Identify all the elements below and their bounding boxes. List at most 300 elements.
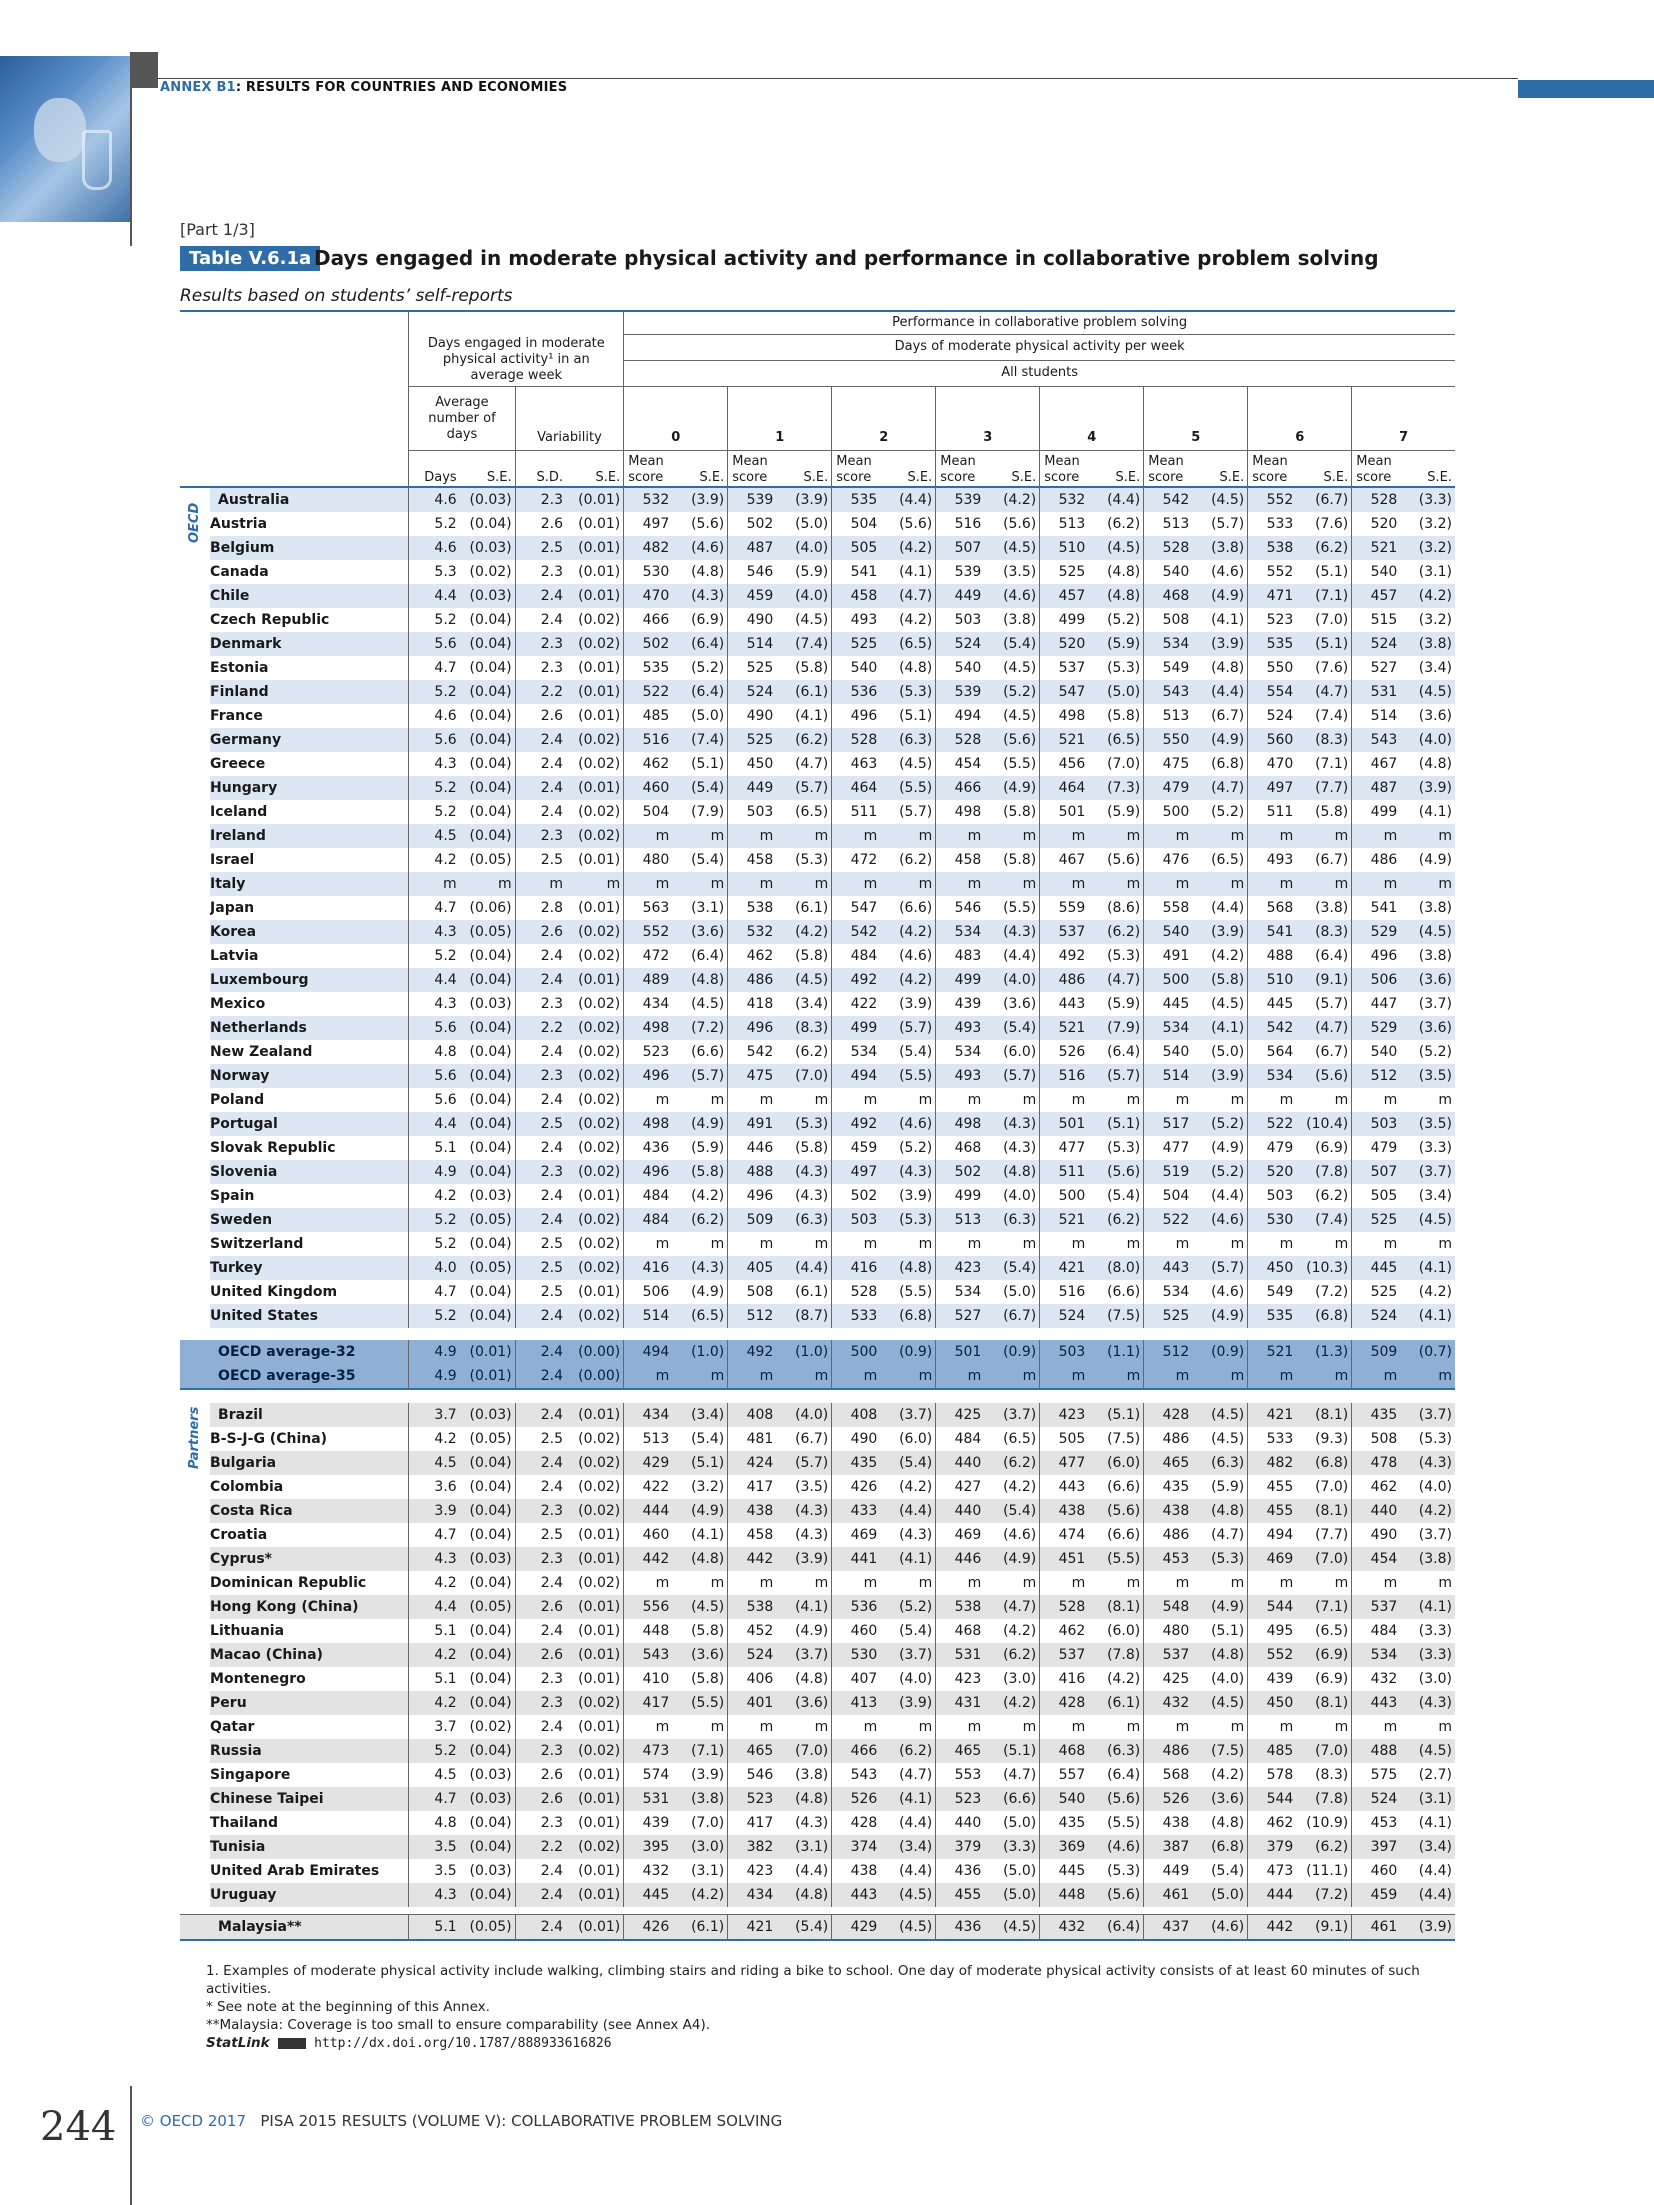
cell-value: (6.0): [1003, 1043, 1037, 1060]
table-row: [180, 776, 1455, 800]
cell-value: (4.4): [899, 1862, 933, 1879]
cell-value: (7.7): [1315, 779, 1349, 796]
cell-value: 441: [832, 1547, 881, 1571]
cell-value: (4.3): [1418, 1694, 1452, 1711]
cell-value: 507: [1352, 1160, 1401, 1184]
cell-value: (5.9): [1107, 995, 1141, 1012]
table-row: [180, 1915, 1455, 1941]
cell-value: m: [1230, 1718, 1245, 1735]
header-blue-bar: [1518, 80, 1654, 98]
table-row: [180, 1643, 1455, 1667]
cell-value: (0.04): [469, 1622, 512, 1639]
country-name: Hungary: [210, 779, 278, 796]
cell-value: (0.02): [578, 1478, 621, 1495]
cell-value: 506: [624, 1280, 673, 1304]
cell-value: 529: [1352, 920, 1401, 944]
cell-value: 503: [728, 800, 777, 824]
cell-value: (5.5): [899, 1283, 933, 1300]
cell-value: 494: [936, 704, 985, 728]
country-name: Finland: [210, 683, 269, 700]
cell-value: (5.2): [1211, 1163, 1245, 1180]
cell-value: 451: [1040, 1547, 1089, 1571]
cell-value: 2.2: [515, 1016, 566, 1040]
cell-value: (0.02): [578, 1163, 621, 1180]
cell-value: 472: [624, 944, 673, 968]
cell-value: (5.3): [1211, 1550, 1245, 1567]
cell-value: (4.8): [1211, 1502, 1245, 1519]
cell-value: 486: [1352, 848, 1401, 872]
country-name: Italy: [210, 875, 246, 892]
cell-value: 538: [728, 1595, 777, 1619]
cell-value: 503: [936, 608, 985, 632]
cell-value: 535: [1248, 1304, 1297, 1328]
cell-value: (6.2): [1315, 1838, 1349, 1855]
cell-value: (4.1): [899, 1790, 933, 1807]
cell-value: (4.0): [1003, 1187, 1037, 1204]
cell-value: 5.2: [409, 1739, 460, 1763]
cell-value: 534: [936, 920, 985, 944]
cell-value: (0.02): [578, 1235, 621, 1252]
cell-value: m: [1248, 824, 1297, 848]
cell-value: (0.01): [578, 899, 621, 916]
table-row: [180, 680, 1455, 704]
cell-value: 417: [728, 1811, 777, 1835]
cell-value: 2.3: [515, 1547, 566, 1571]
cell-value: (5.6): [899, 515, 933, 532]
table-row: [180, 752, 1455, 776]
country-name: Cyprus*: [210, 1550, 272, 1567]
cell-value: 431: [936, 1691, 985, 1715]
cell-value: 482: [1248, 1451, 1297, 1475]
cell-value: (4.3): [795, 1502, 829, 1519]
cell-value: 526: [1144, 1787, 1193, 1811]
cell-value: 2.5: [515, 1112, 566, 1136]
cell-value: 521: [1352, 536, 1401, 560]
cell-value: 442: [624, 1547, 673, 1571]
cell-value: m: [832, 1232, 881, 1256]
cell-value: 4.7: [409, 1523, 460, 1547]
cell-value: (0.05): [469, 1259, 512, 1276]
table-notes: [206, 1962, 1456, 2053]
cell-value: 2.6: [515, 512, 566, 536]
cell-value: (0.01): [578, 971, 621, 988]
subheader-mean: Mean score: [1248, 451, 1297, 487]
cell-value: 435: [1352, 1403, 1401, 1427]
cell-value: 455: [1248, 1475, 1297, 1499]
cell-value: 438: [728, 1499, 777, 1523]
cell-value: 521: [1248, 1340, 1297, 1364]
cell-value: (4.6): [1211, 1211, 1245, 1228]
table-label: Table V.6.1a: [180, 246, 320, 271]
cell-value: (5.3): [1107, 1862, 1141, 1879]
all-students-header: All students: [624, 360, 1455, 386]
cell-value: (0.04): [469, 635, 512, 652]
cell-value: m: [1192, 1364, 1247, 1389]
cell-value: 527: [936, 1304, 985, 1328]
cell-value: 4.2: [409, 1427, 460, 1451]
cell-value: 4.5: [409, 824, 460, 848]
cell-value: (6.1): [1107, 1694, 1141, 1711]
cell-value: 5.1: [409, 1136, 460, 1160]
cell-value: m: [918, 1574, 933, 1591]
cell-value: (8.3): [1315, 923, 1349, 940]
cell-value: (0.02): [578, 1307, 621, 1324]
table-row: [180, 824, 1455, 848]
cell-value: 428: [1144, 1403, 1193, 1427]
cell-value: 520: [1352, 512, 1401, 536]
cell-value: (0.04): [469, 1646, 512, 1663]
cell-value: 3.7: [409, 1403, 460, 1427]
cell-value: m: [1248, 872, 1297, 896]
country-name: Brazil: [218, 1406, 263, 1423]
cell-value: (0.02): [578, 1742, 621, 1759]
cell-value: (3.7): [795, 1646, 829, 1663]
cell-value: (0.01): [578, 1886, 621, 1903]
country-name: OECD average-35: [210, 1364, 409, 1389]
cell-value: m: [728, 1364, 777, 1389]
cell-value: 470: [624, 584, 673, 608]
cell-value: 463: [832, 752, 881, 776]
cell-value: (6.4): [691, 947, 725, 964]
cell-value: 575: [1352, 1763, 1401, 1787]
cell-value: (5.0): [1211, 1886, 1245, 1903]
cell-value: (8.3): [795, 1019, 829, 1036]
cell-value: (7.0): [1315, 1550, 1349, 1567]
cell-value: 531: [936, 1643, 985, 1667]
cell-value: (4.8): [691, 1550, 725, 1567]
country-name: Qatar: [210, 1718, 255, 1735]
cell-value: 455: [936, 1883, 985, 1907]
day-col-header-1: 1: [728, 387, 832, 451]
cell-value: (4.2): [691, 1187, 725, 1204]
cell-value: 511: [832, 800, 881, 824]
cell-value: (5.0): [795, 515, 829, 532]
cell-value: 473: [1248, 1859, 1297, 1883]
cell-value: 2.3: [515, 1499, 566, 1523]
cell-value: m: [710, 1718, 725, 1735]
table-row: [180, 608, 1455, 632]
cell-value: (5.5): [899, 1067, 933, 1084]
cell-value: 450: [1248, 1256, 1297, 1280]
cell-value: (0.01): [578, 1790, 621, 1807]
cell-value: 515: [1352, 608, 1401, 632]
cell-value: (5.9): [795, 563, 829, 580]
cell-value: (3.5): [1418, 1115, 1452, 1132]
country-name: France: [210, 707, 263, 724]
cell-value: (0.02): [578, 1838, 621, 1855]
cell-value: 2.4: [515, 1208, 566, 1232]
cell-value: m: [1352, 1571, 1401, 1595]
cell-value: 459: [832, 1136, 881, 1160]
cell-value: (4.4): [1107, 491, 1141, 508]
cell-value: 438: [832, 1859, 881, 1883]
cell-value: 437: [1144, 1915, 1193, 1941]
cell-value: 4.7: [409, 896, 460, 920]
cell-value: 374: [832, 1835, 881, 1859]
cell-value: m: [1040, 1715, 1089, 1739]
cell-value: 461: [1352, 1915, 1401, 1941]
cell-value: m: [1352, 1088, 1401, 1112]
cell-value: (4.2): [1003, 1478, 1037, 1495]
cell-value: 528: [832, 728, 881, 752]
cell-value: 514: [728, 632, 777, 656]
cell-value: 493: [936, 1064, 985, 1088]
cell-value: (6.7): [795, 1430, 829, 1447]
cell-value: m: [1334, 875, 1349, 892]
cell-value: 423: [936, 1256, 985, 1280]
cell-value: (0.01): [578, 1646, 621, 1663]
cell-value: 460: [1352, 1859, 1401, 1883]
cell-value: (4.3): [899, 1163, 933, 1180]
cell-value: 484: [1352, 1619, 1401, 1643]
country-name: Germany: [210, 731, 282, 748]
table-row: [180, 1571, 1455, 1595]
cell-value: m: [1248, 1232, 1297, 1256]
cell-value: (4.0): [795, 587, 829, 604]
cell-value: (5.0): [1107, 683, 1141, 700]
table-row: [180, 848, 1455, 872]
cell-value: (3.7): [1003, 1406, 1037, 1423]
cell-value: 3.9: [409, 1499, 460, 1523]
cell-value: (0.04): [469, 1742, 512, 1759]
cell-value: 2.4: [515, 1040, 566, 1064]
country-name: Slovenia: [210, 1163, 278, 1180]
cell-value: m: [1248, 1088, 1297, 1112]
cell-value: 493: [832, 608, 881, 632]
cell-value: 512: [1144, 1340, 1193, 1364]
cell-value: (2.7): [1418, 1766, 1452, 1783]
cell-value: (0.04): [469, 971, 512, 988]
cell-value: (4.8): [795, 1670, 829, 1687]
table-row: [180, 1475, 1455, 1499]
cell-value: 423: [936, 1667, 985, 1691]
cell-value: 533: [1248, 1427, 1297, 1451]
cell-value: 4.0: [409, 1256, 460, 1280]
cell-value: (5.4): [899, 1622, 933, 1639]
table-subtitle: Results based on students’ self-reports: [180, 286, 513, 306]
cell-value: 4.8: [409, 1040, 460, 1064]
cell-value: 468: [1040, 1739, 1089, 1763]
cell-value: 521: [1040, 1208, 1089, 1232]
cell-value: (3.1): [691, 899, 725, 916]
cell-value: 539: [728, 487, 777, 512]
cell-value: 425: [936, 1403, 985, 1427]
cell-value: (5.0): [1211, 1043, 1245, 1060]
cell-value: (5.7): [1003, 1067, 1037, 1084]
table-row: [180, 1811, 1455, 1835]
cell-value: (4.6): [691, 539, 725, 556]
cell-value: (4.8): [691, 563, 725, 580]
cell-value: (0.01): [578, 1718, 621, 1735]
cell-value: (3.8): [1315, 899, 1349, 916]
cell-value: m: [832, 824, 881, 848]
cell-value: 510: [1248, 968, 1297, 992]
cell-value: (4.0): [1418, 731, 1452, 748]
cell-value: 550: [1248, 656, 1297, 680]
cell-value: 554: [1248, 680, 1297, 704]
country-name: Poland: [210, 1091, 265, 1108]
cell-value: 2.3: [515, 632, 566, 656]
cell-value: 524: [1040, 1304, 1089, 1328]
cell-value: 481: [728, 1427, 777, 1451]
cell-value: 534: [832, 1040, 881, 1064]
table-row: [180, 536, 1455, 560]
cell-value: 2.4: [515, 776, 566, 800]
cell-value: 528: [832, 1280, 881, 1304]
cell-value: (7.0): [1107, 755, 1141, 772]
cell-value: m: [936, 1232, 985, 1256]
cell-value: 522: [1248, 1112, 1297, 1136]
cell-value: 395: [624, 1835, 673, 1859]
cell-value: 3.7: [409, 1715, 460, 1739]
cell-value: (4.2): [1418, 1283, 1452, 1300]
cell-value: (4.8): [1107, 563, 1141, 580]
cell-value: (0.02): [578, 803, 621, 820]
cell-value: 433: [832, 1499, 881, 1523]
country-name: Turkey: [210, 1259, 263, 1276]
cell-value: 450: [728, 752, 777, 776]
cell-value: 549: [1144, 656, 1193, 680]
cell-value: 517: [1144, 1112, 1193, 1136]
cell-value: (0.02): [578, 947, 621, 964]
cell-value: 466: [936, 776, 985, 800]
cell-value: m: [624, 1715, 673, 1739]
cell-value: (3.3): [1418, 491, 1452, 508]
cell-value: (6.8): [899, 1307, 933, 1324]
subheader-mean: Mean score: [1144, 451, 1193, 487]
cell-value: m: [776, 1364, 831, 1389]
statlink-label: StatLink: [206, 2035, 270, 2051]
cell-value: (5.7): [899, 803, 933, 820]
cell-value: m: [515, 872, 566, 896]
table-row: [180, 1547, 1455, 1571]
cell-value: (4.5): [1211, 995, 1245, 1012]
cell-value: m: [1144, 1088, 1193, 1112]
cell-value: (4.5): [1003, 1919, 1037, 1935]
cell-value: (4.0): [1003, 971, 1037, 988]
cell-value: 464: [832, 776, 881, 800]
cell-value: (0.03): [469, 995, 512, 1012]
cell-value: (4.1): [899, 1550, 933, 1567]
cell-value: (4.7): [1315, 683, 1349, 700]
cell-value: 4.4: [409, 1112, 460, 1136]
page-footer: © OECD 2017 PISA 2015 RESULTS (VOLUME V): COLLABORATIVE PROBLEM SOLVING: [140, 2112, 783, 2130]
cell-value: 429: [832, 1915, 881, 1941]
cell-value: 428: [832, 1811, 881, 1835]
cell-value: (4.5): [691, 995, 725, 1012]
cell-value: 525: [1040, 560, 1089, 584]
cell-value: 479: [1352, 1136, 1401, 1160]
cell-value: 502: [728, 512, 777, 536]
table-row: [180, 1232, 1455, 1256]
cell-value: 500: [1144, 800, 1193, 824]
cell-value: 564: [1248, 1040, 1297, 1064]
cell-value: 448: [1040, 1883, 1089, 1907]
cell-value: (4.9): [1211, 587, 1245, 604]
cell-value: (3.6): [1003, 995, 1037, 1012]
country-name: Austria: [210, 515, 268, 532]
cell-value: (7.8): [1315, 1163, 1349, 1180]
cell-value: 442: [728, 1547, 777, 1571]
cell-value: 449: [936, 584, 985, 608]
cell-value: 534: [1144, 632, 1193, 656]
cell-value: m: [1022, 1235, 1037, 1252]
cell-value: 405: [728, 1256, 777, 1280]
cell-value: (3.7): [899, 1646, 933, 1663]
cell-value: (5.8): [795, 659, 829, 676]
cell-value: (7.4): [795, 635, 829, 652]
cell-value: (6.5): [1211, 851, 1245, 868]
subheader-se: S.E.: [880, 451, 935, 487]
cell-value: 488: [728, 1160, 777, 1184]
cell-value: 458: [832, 584, 881, 608]
cell-value: (9.1): [1315, 971, 1349, 988]
cell-value: (5.4): [1003, 1259, 1037, 1276]
cell-value: 540: [1352, 1040, 1401, 1064]
cell-value: 487: [1352, 776, 1401, 800]
cell-value: (4.9): [691, 1502, 725, 1519]
cell-value: 524: [1352, 632, 1401, 656]
cell-value: (3.6): [1418, 1019, 1452, 1036]
cell-value: (4.5): [1418, 1211, 1452, 1228]
cell-value: (5.0): [1003, 1862, 1037, 1879]
cell-value: (0.04): [469, 731, 512, 748]
cell-value: 5.2: [409, 1304, 460, 1328]
cell-value: (5.8): [691, 1163, 725, 1180]
statlink-url[interactable]: http://dx.doi.org/10.1787/888933616826: [314, 2036, 612, 2051]
cell-value: 460: [624, 1523, 673, 1547]
cell-value: 424: [728, 1451, 777, 1475]
cell-value: (4.1): [899, 563, 933, 580]
cell-value: 440: [936, 1499, 985, 1523]
cell-value: (0.01): [578, 707, 621, 724]
country-name: Latvia: [210, 947, 259, 964]
cell-value: 542: [728, 1040, 777, 1064]
cell-value: (0.05): [469, 1919, 512, 1935]
cell-value: (3.2): [1418, 539, 1452, 556]
cell-value: (0.04): [469, 1838, 512, 1855]
cell-value: m: [1438, 1574, 1452, 1591]
cell-value: (0.04): [469, 803, 512, 820]
table-row: [180, 1364, 1455, 1389]
cell-value: 5.2: [409, 1208, 460, 1232]
cell-value: 2.4: [515, 968, 566, 992]
cell-value: 379: [1248, 1835, 1297, 1859]
cell-value: 470: [1248, 752, 1297, 776]
cell-value: (3.8): [795, 1766, 829, 1783]
cell-value: (5.2): [1418, 1043, 1452, 1060]
cell-value: m: [1352, 872, 1401, 896]
cell-value: 5.1: [409, 1915, 460, 1941]
cell-value: m: [814, 1091, 829, 1108]
subheader-mean: Mean score: [832, 451, 881, 487]
cell-value: (4.2): [899, 1478, 933, 1495]
cell-value: 484: [936, 1427, 985, 1451]
cell-value: (4.8): [1418, 755, 1452, 772]
cell-value: (0.05): [469, 1211, 512, 1228]
cell-value: m: [1126, 1235, 1141, 1252]
cell-value: (4.5): [899, 1919, 933, 1935]
note-1: 1. Examples of moderate physical activity include walking, climbing stairs and riding a bike to school. One day of moderate physical activity consists of at least 60 minutes of such activities.: [206, 1963, 1420, 1997]
cell-value: 525: [832, 632, 881, 656]
country-name: Czech Republic: [210, 611, 330, 628]
cell-value: (6.9): [1315, 1139, 1349, 1156]
cell-value: (4.4): [795, 1862, 829, 1879]
cell-value: 490: [1352, 1523, 1401, 1547]
cell-value: (4.7): [1211, 1526, 1245, 1543]
cell-value: 537: [1040, 920, 1089, 944]
cell-value: 436: [936, 1859, 985, 1883]
